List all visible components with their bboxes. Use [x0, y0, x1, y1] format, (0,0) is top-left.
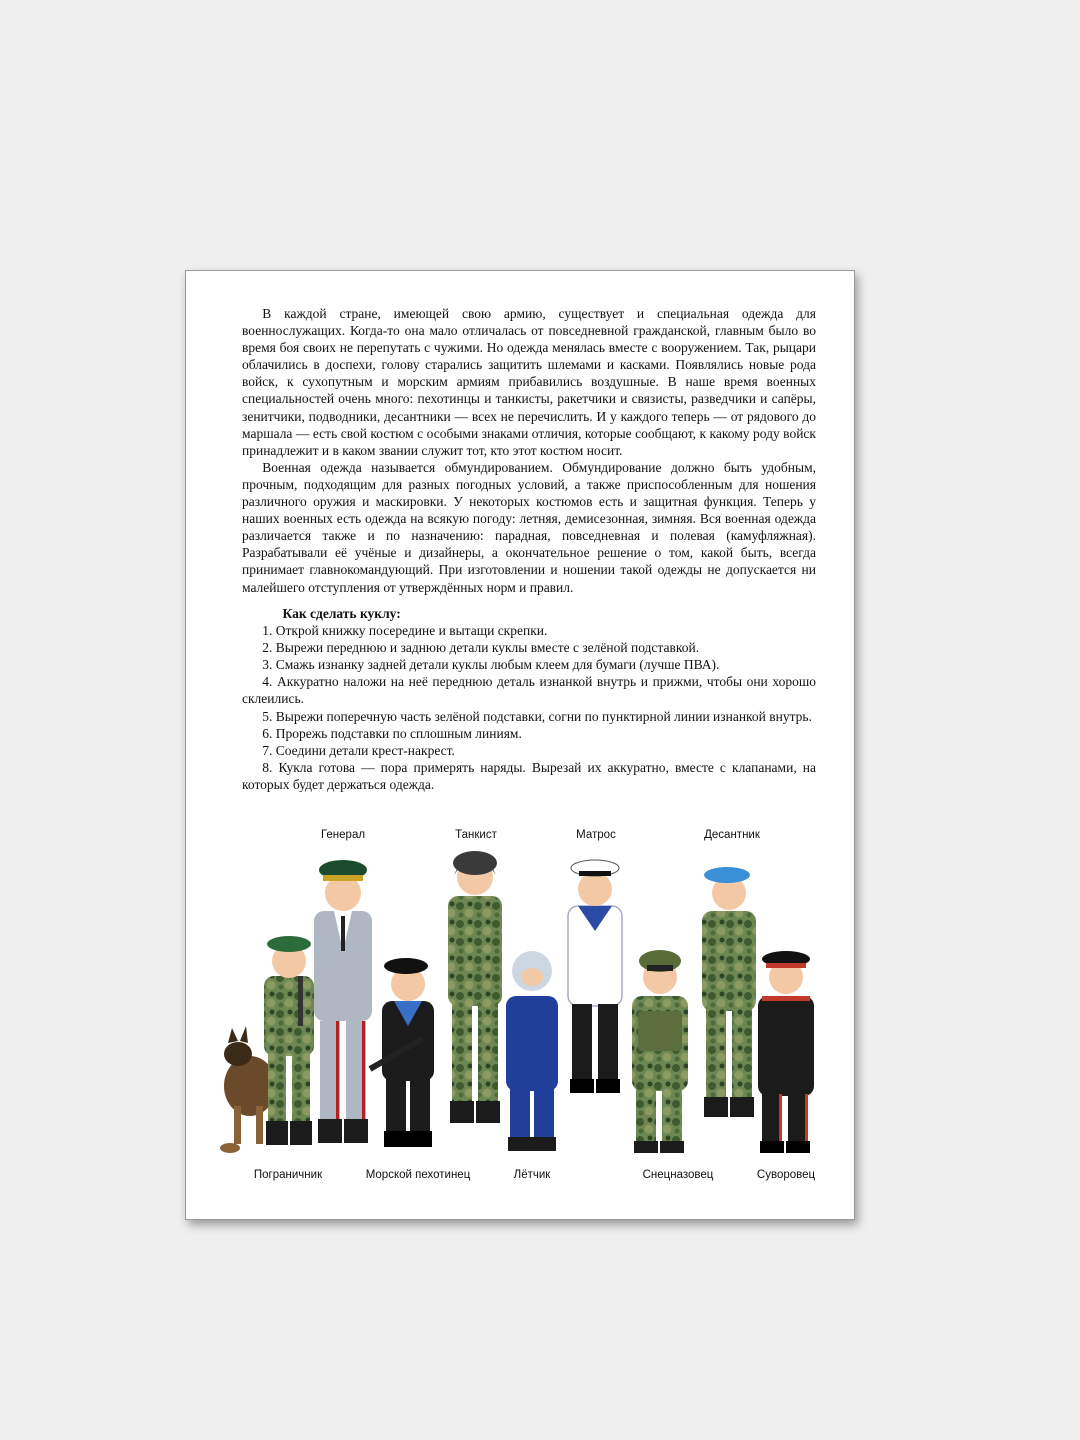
- label-suvorov-cadet: Суворовец: [756, 1169, 816, 1181]
- howto-step: 5. Вырежи поперечную часть зелёной подставки, согни по пунктирной линии изнанкой внутрь.: [262, 708, 812, 724]
- intro-paragraph-1: В каждой стране, имеющей свою армию, существует и специальная одежда для военнослужащих. Когда-то она мало отличалась от повседневной гражданской, главным было во время боя своих не перепутать с чужими. Но одежда менялась вместе с вооружением. Так, рыцари облачились в доспехи, голову старались защитить шлемами и касками. Появлялись новые рода войск, к сухопутным и морским армиям прибавились воздушные. В наше время военных специальностей очень много: пехотинцы и танкисты, ракетчики и связисты, разведчики и сапёры, зенитчики, подводники, десантники — всех не перечислить. И у каждого теперь — от рядового до маршала — есть свой костюм с особыми знаками отличия, которые сообщают, к какому роду войск принадлежит и в каком звании служит тот, кто этот костюм носит.: [242, 306, 816, 458]
- tankist-figure: [448, 851, 502, 1123]
- border-guard-figure: [264, 936, 314, 1145]
- spetsnaz-figure: [632, 950, 688, 1153]
- label-pilot: Лётчик: [513, 1169, 551, 1181]
- label-border-guard: Пограничник: [253, 1169, 323, 1181]
- intro-paragraph-2: Военная одежда называется обмундированием. Обмундирование должно быть удобным, прочным, подходящим для разных погодных условий, а также приспособленным для ношения различного оружия и маскировки. У некоторых костюмов есть и защитная функция. Теперь у наших военных есть одежда на всякую погоду: летняя, демисезонная, зимняя. Вся военная одежда различается также и по назначению: парадная, повседневная и полевая (камуфляжная). Разрабатывали её учёные и дизайнеры, а окончательное решение о том, какой быть, всегда принимает главнокомандующий. При изготовлении и ношении такой одежды не допускается ни малейшего отступления от утверждённых норм и правил.: [242, 459, 816, 595]
- label-sailor: Матрос: [576, 829, 616, 841]
- general-figure: [314, 860, 372, 1143]
- label-spetsnaz: Снецназовец: [642, 1169, 714, 1181]
- label-paratrooper: Десантник: [704, 829, 760, 841]
- sailor-figure: [568, 860, 622, 1093]
- howto-step: 2. Вырежи переднюю и заднюю детали куклы вместе с зелёной подставкой.: [262, 640, 700, 656]
- howto-heading: Как сделать куклу:: [282, 606, 401, 621]
- book-page: [185, 270, 855, 1220]
- label-tankist: Танкист: [455, 829, 497, 841]
- label-marine: Морской пехотинец: [365, 1169, 471, 1181]
- label-general: Генерал: [320, 829, 366, 841]
- pilot-figure: [506, 951, 558, 1151]
- howto-step: 4. Аккуратно наложи на неё переднюю деталь изнанкой внутрь и прижми, чтобы они хорошо склеились.: [242, 674, 816, 707]
- marine-figure: [369, 958, 434, 1147]
- howto-step: 6. Прорежь подставки по сплошным линиям.: [262, 725, 522, 741]
- paratrooper-figure: [702, 867, 756, 1117]
- suvorov-cadet-figure: [758, 951, 814, 1153]
- howto-step: 1. Открой книжку посередине и вытащи скрепки.: [262, 623, 548, 639]
- howto-step: 3. Смажь изнанку задней детали куклы любым клеем для бумаги (лучше ПВА).: [262, 657, 720, 673]
- howto-step: 8. Кукла готова — пора примерять наряды. Вырезай их аккуратно, вместе с клапанами, на которых будет держаться одежда.: [242, 759, 816, 792]
- soldier-illustrations: [186, 271, 856, 1221]
- howto-step: 7. Соедини детали крест-накрест.: [262, 742, 455, 758]
